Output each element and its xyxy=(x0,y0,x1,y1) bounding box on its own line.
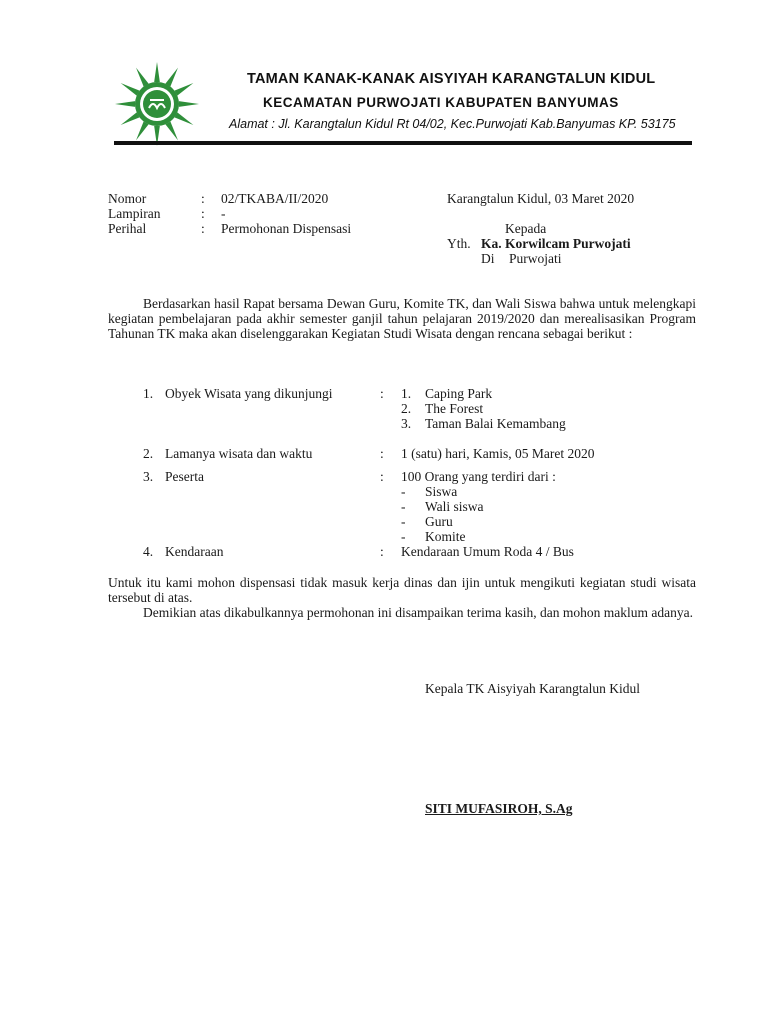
item-3-sub-3-dash: - xyxy=(401,514,406,529)
recipient-di: Di xyxy=(481,251,495,266)
item-3-sub-1-text: Siswa xyxy=(425,484,458,499)
logo-ray xyxy=(121,83,140,96)
item-4-colon: : xyxy=(380,544,384,559)
logo-ray xyxy=(165,121,178,140)
item-2-colon: : xyxy=(380,446,384,461)
logo-ray xyxy=(115,101,135,107)
logo-ray xyxy=(136,68,149,87)
item-1-label: Obyek Wisata yang dikunjungi xyxy=(165,386,333,401)
nomor-colon: : xyxy=(201,191,205,206)
item-3-label: Peserta xyxy=(165,469,204,484)
signature-title: Kepala TK Aisyiyah Karangtalun Kidul xyxy=(425,681,640,696)
logo-ray xyxy=(154,62,160,82)
recipient-yth: Yth. xyxy=(447,236,471,251)
signature-name: SITI MUFASIROH, S.Ag xyxy=(425,801,573,816)
logo-ray xyxy=(179,101,199,107)
perihal-value: Permohonan Dispensasi xyxy=(221,221,352,236)
perihal-colon: : xyxy=(201,221,205,236)
item-2-number: 2. xyxy=(143,446,154,461)
lampiran-label: Lampiran xyxy=(108,206,161,221)
item-1-sub-1-text: Caping Park xyxy=(425,386,493,401)
nomor-label: Nomor xyxy=(108,191,147,206)
school-address: Alamat : Jl. Karangtalun Kidul Rt 04/02, Kec.Purwojati Kab.Banyumas KP. 53175 xyxy=(229,117,676,131)
school-name: TAMAN KANAK-KANAK AISYIYAH KARANGTALUN KIDUL xyxy=(247,71,656,87)
logo-ray xyxy=(121,112,140,125)
item-2-value: 1 (satu) hari, Kamis, 05 Maret 2020 xyxy=(401,446,595,461)
perihal-label: Perihal xyxy=(108,221,147,236)
item-1-colon: : xyxy=(380,386,384,401)
item-4-number: 4. xyxy=(143,544,154,559)
intro-paragraph: Berdasarkan hasil Rapat bersama Dewan Guru, Komite TK, dan Wali Siswa bahwa untuk melengkapi kegiatan pembelajaran pada akhir semester ganjil tahun pelajaran 2019/2020 dan merealisasikan Program Tahunan TK maka akan diselenggarakan Kegiatan Studi Wisata dengan rencana sebagai berikut : xyxy=(108,296,696,341)
closing-paragraph-1: Untuk itu kami mohon dispensasi tidak masuk kerja dinas dan ijin untuk mengikuti kegiatan studi wisata tersebut di atas. xyxy=(108,575,696,605)
closing-paragraph-2: Demikian atas dikabulkannya permohonan ini disampaikan terima kasih, dan mohon maklum adanya. xyxy=(143,605,693,620)
item-4-value: Kendaraan Umum Roda 4 / Bus xyxy=(401,544,574,559)
recipient-place: Purwojati xyxy=(509,251,562,266)
item-3-number: 3. xyxy=(143,469,154,484)
item-3-colon: : xyxy=(380,469,384,484)
logo-ray xyxy=(165,68,178,87)
item-1-sub-2-text: The Forest xyxy=(425,401,484,416)
item-3-sub-1-dash: - xyxy=(401,484,406,499)
place-date: Karangtalun Kidul, 03 Maret 2020 xyxy=(447,191,635,206)
logo-ray xyxy=(174,83,193,96)
item-3-sub-4-text: Komite xyxy=(425,529,466,544)
item-1-number: 1. xyxy=(143,386,154,401)
lampiran-value: - xyxy=(221,206,226,221)
item-3-sub-3-text: Guru xyxy=(425,514,453,529)
logo-ray xyxy=(136,121,149,140)
aisyiyah-sun-logo-icon xyxy=(113,60,201,148)
item-3-sub-2-text: Wali siswa xyxy=(425,499,484,514)
letterhead-divider xyxy=(114,141,692,145)
item-3-value: 100 Orang yang terdiri dari : xyxy=(401,469,556,484)
lampiran-colon: : xyxy=(201,206,205,221)
item-4-label: Kendaraan xyxy=(165,544,224,559)
item-2-label: Lamanya wisata dan waktu xyxy=(165,446,313,461)
logo-ray xyxy=(174,112,193,125)
item-1-sub-2-num: 2. xyxy=(401,401,412,416)
item-3-sub-2-dash: - xyxy=(401,499,406,514)
logo-core xyxy=(143,90,171,118)
recipient-name: Ka. Korwilcam Purwojati xyxy=(481,236,631,251)
nomor-value: 02/TKABA/II/2020 xyxy=(221,191,329,206)
item-1-sub-1-num: 1. xyxy=(401,386,412,401)
item-1-sub-3-num: 3. xyxy=(401,416,412,431)
letterhead-logo xyxy=(113,60,201,148)
item-1-sub-3-text: Taman Balai Kemambang xyxy=(425,416,566,431)
item-3-sub-4-dash: - xyxy=(401,529,406,544)
recipient-kepada: Kepada xyxy=(505,221,547,236)
district-name: KECAMATAN PURWOJATI KABUPATEN BANYUMAS xyxy=(263,95,619,110)
